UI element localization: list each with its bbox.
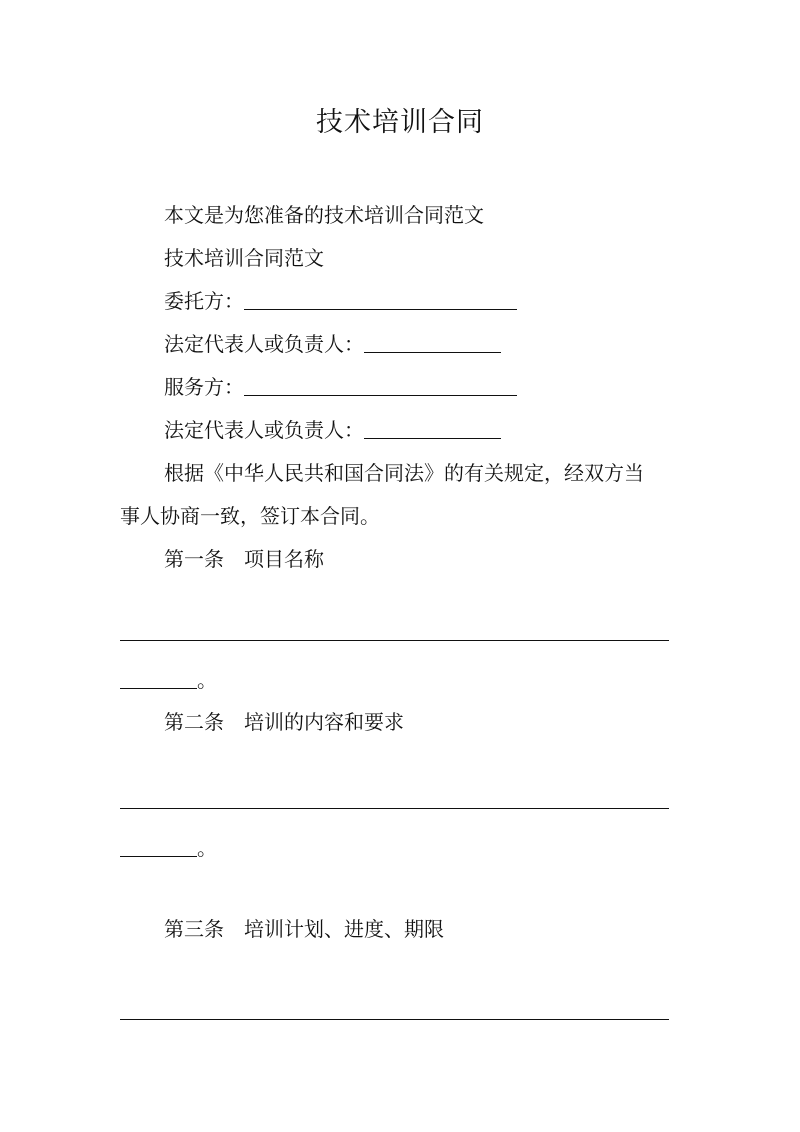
provider-label: 服务方： (164, 375, 244, 399)
provider-blank (244, 377, 517, 396)
intro-line: 本文是为您准备的技术培训合同范文 (164, 203, 484, 227)
article3-heading: 第三条 培训计划、进度、期限 (164, 917, 444, 941)
article2-heading: 第二条 培训的内容和要求 (164, 710, 404, 734)
provider-rep-blank (364, 420, 501, 439)
client-rep-field (164, 334, 501, 354)
article1-period: 。 (197, 668, 217, 692)
client-rep-blank (364, 334, 501, 353)
provider-rep-field (164, 420, 501, 440)
article1-heading: 第一条 项目名称 (164, 547, 324, 571)
provider-field (164, 377, 517, 397)
article1-short-blank (120, 670, 197, 689)
client-label: 委托方： (164, 289, 244, 313)
article3-blank-line (120, 1019, 669, 1020)
client-field (164, 291, 517, 311)
client-blank (244, 291, 517, 310)
article1-blank-end (120, 670, 217, 690)
provider-rep-label: 法定代表人或负责人： (164, 418, 364, 442)
client-rep-label: 法定代表人或负责人： (164, 332, 364, 356)
article2-short-blank (120, 838, 197, 857)
subtitle-line: 技术培训合同范文 (164, 246, 324, 270)
article2-blank-line (120, 808, 669, 809)
basis-line-2: 事人协商一致，签订本合同。 (120, 504, 380, 528)
basis-line-1: 根据《中华人民共和国合同法》的有关规定，经双方当 (164, 461, 644, 485)
article1-blank-line (120, 640, 669, 641)
document-title: 技术培训合同 (316, 107, 484, 138)
article2-blank-end (120, 838, 217, 858)
article2-period: 。 (197, 836, 217, 860)
